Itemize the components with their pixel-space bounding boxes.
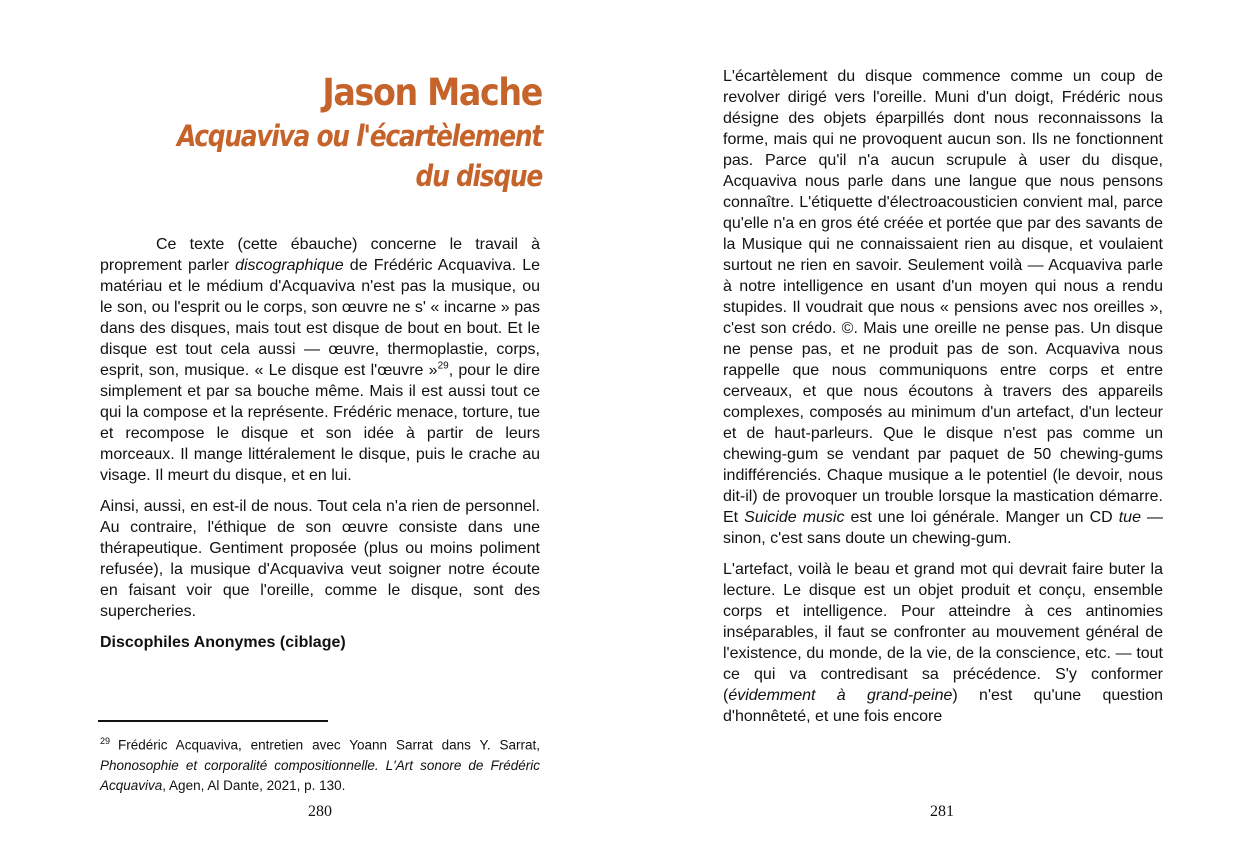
- right-p1-part-c: est une loi générale. Manger un CD: [844, 509, 1119, 526]
- footnote-reference[interactable]: 29: [437, 360, 449, 372]
- left-body-text: [100, 234, 540, 663]
- right-p2-part-c: ) n'est qu'une question d'honnêteté, et une fois encore: [723, 687, 1164, 725]
- footnote-divider: [98, 720, 328, 722]
- footnote-italic-title: Phonosophie et corporalité compositionnelle. L'Art sonore de Frédéric Acquaviva: [100, 757, 540, 793]
- page-number-right: 281: [930, 803, 954, 820]
- right-p1-part-e: — sinon, c'est sans doute un chewing-gum.: [723, 509, 1164, 547]
- footnote-number: 29: [100, 736, 111, 746]
- author-name: Jason Mache: [322, 71, 542, 114]
- left-p1-part-c: de Frédéric Acquaviva. Le matériau et le médium d'Acquaviva n'est pas la musique, ou le son, ou l'esprit ou le corps, son œuvre ne s' « incarne » pas dans des disques, mais tout est disque de bout en bout. Et le disque est tout cela aussi — œuvre, thermoplastie, corps, esprit, son, musique. « Le disque est l'œuvre »: [100, 257, 540, 379]
- left-p1-part-d: , pour le dire simplement et par sa bouche même. Mais il est aussi tout ce qui la compose et la représente. Frédéric menace, torture, tue et recompose le disque et son idée à partir de leurs morceaux. Il mange littéralement le disque, puis le crache au visage. Il meurt du disque, et en lui.: [100, 362, 541, 484]
- subtitle-line-1: Acquaviva ou l'écartèlement: [177, 119, 542, 153]
- left-p1-italic: discographique: [235, 257, 344, 274]
- right-body-text: [723, 66, 1163, 737]
- left-p1-part-a: Ce texte (cette ébauche) concerne le travail à proprement parler: [100, 236, 540, 274]
- left-paragraph-1: [100, 234, 540, 486]
- right-paragraph-2: [723, 559, 1163, 727]
- page-number-left: 280: [308, 803, 332, 820]
- chapter-title: [100, 70, 542, 196]
- left-paragraph-2: Ainsi, aussi, en est-il de nous. Tout cela n'a rien de personnel. Au contraire, l'éthique de son œuvre consiste dans une thérapeutique. Gentiment proposée (plus ou moins poliment refusée), la musique d'Acquaviva veut soigner notre écoute en faisant voir que l'oreille, comme le disque, sont des supercheries.: [100, 498, 540, 620]
- right-page: [623, 0, 1246, 858]
- right-p1-part-a: L'écartèlement du disque commence comme un coup de revolver dirigé vers l'oreille. Muni d'un doigt, Frédéric nous désigne des objets éparpillés dont nous reconnaissons la forme, mais qui ne provoquent aucun son. Ils ne fonctionnent pas. Parce qu'il n'a aucun scrupule à user du disque, Acquaviva nous parle dans une langue que nous pensons connaître. L'étiquette d'électroacousticien convient mal, parce qu'elle n'a en gros été créée et portée que par des savants de la Musique qui ne connaissaient rien au disque, et voulaient surtout ne rien en savoir. Seulement voilà — Acquaviva parle à notre intelligence en usant d'un moyen qui nous a rendu stupides. Il voudrait que nous « pensions avec nos oreilles », c'est son crédo. ©. Mais une oreille ne pense pas. Un disque ne pense pas, et ne produit pas de son. Acquaviva nous rappelle que nous communiquons entre corps et entre cerveaux, et que nous écoutons à travers des appareils complexes, composés au minimum d'un artefact, d'un lecteur et de haut-parleurs. Que le disque n'est pas comme un chewing-gum se vendant par paquet de 50 chewing-gums indifférenciés. Chaque musique a le potentiel (le devoir, nous dit-il) de provoquer un trouble lorsque la mastication démarre. Et: [723, 68, 1163, 526]
- right-p2-part-a: L'artefact, voilà le beau et grand mot qui devrait faire buter la lecture. Le disque est un objet produit et conçu, ensemble corps et intelligence. Pour atteindre à ces antinomies inséparables, il faut se confronter au mouvement général de l'existence, du monde, de la vie, de la conscience, etc. — tout ce qui va contredisant sa précédence. S'y conformer (: [723, 561, 1163, 704]
- right-p1-italic-title: Suicide music: [744, 509, 845, 526]
- right-paragraph-1: [723, 66, 1163, 549]
- right-p2-italic: évidemment à grand-peine: [728, 687, 953, 704]
- footnote-part-a: Frédéric Acquaviva, entretien avec Yoann Sarrat dans Y. Sarrat,: [118, 737, 540, 753]
- section-heading: Discophiles Anonymes (ciblage): [100, 634, 346, 651]
- right-p1-italic-word: tue: [1118, 509, 1141, 526]
- subtitle-line-2: du disque: [415, 159, 542, 193]
- footnote: [100, 731, 540, 796]
- footnote-part-c: , Agen, Al Dante, 2021, p. 130.: [162, 777, 346, 793]
